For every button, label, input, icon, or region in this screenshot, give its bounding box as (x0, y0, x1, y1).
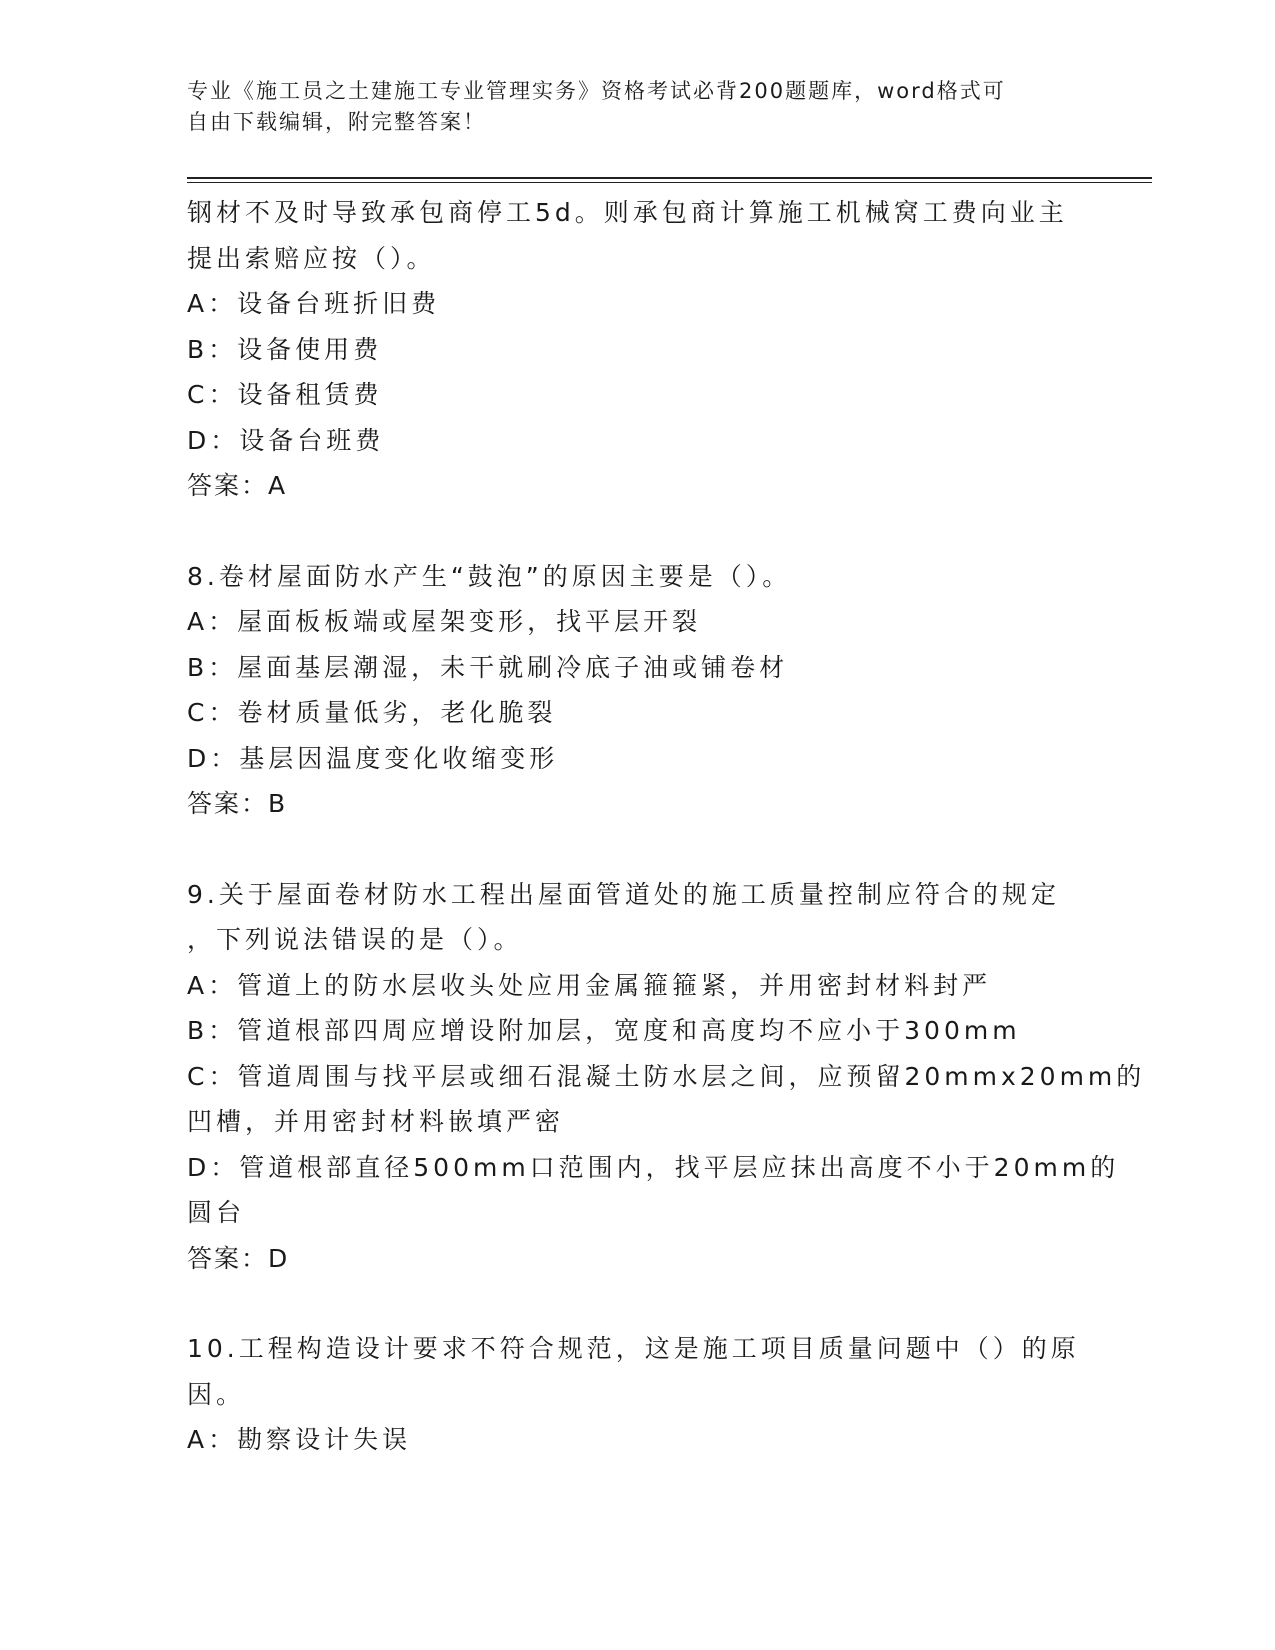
option-c: C：管道周围与找平层或细石混凝土防水层之间，应预留20mmx20mm的 (187, 1061, 1146, 1091)
option-d: 圆台 (187, 1198, 246, 1227)
spacer (187, 509, 1087, 554)
option-a: A：勘察设计失误 (187, 1425, 412, 1454)
option-a: A：屋面板板端或屋架变形，找平层开裂 (187, 607, 702, 636)
answer: 答案：A (187, 471, 288, 500)
page-header (187, 76, 1067, 138)
option-b: B：管道根部四周应增设附加层，宽度和高度均不应小于300mm (187, 1016, 1021, 1045)
question-9 (187, 872, 1146, 1282)
question-stem: 因。 (187, 1379, 246, 1409)
option-c: C：设备租赁费 (187, 380, 383, 409)
question-stem: 8.卷材屋面防水产生“鼓泡”的原因主要是（）。 (187, 561, 792, 591)
answer: 答案：B (187, 789, 288, 818)
question-stem: 钢材不及时导致承包商停工5d。则承包商计算施工机械窝工费向业主 (187, 198, 1068, 227)
question-stem: ，下列说法错误的是（）。 (187, 925, 523, 954)
option-c: 凹槽，并用密封材料嵌填严密 (187, 1107, 565, 1136)
option-b: B：设备使用费 (187, 334, 383, 364)
spacer (187, 827, 1087, 872)
question-7 (187, 190, 1087, 509)
option-b: B：屋面基层潮湿，未干就刷冷底子油或铺卷材 (187, 652, 789, 682)
header-line-1: 专业《施工员之土建施工专业管理实务》资格考试必背200题题库，word格式可 (187, 79, 1006, 103)
question-8 (187, 554, 1087, 827)
header-divider (187, 177, 1152, 183)
header-line-2: 自由下载编辑，附完整答案！ (187, 110, 486, 134)
question-stem: 10.工程构造设计要求不符合规范，这是施工项目质量问题中（）的原 (187, 1334, 1080, 1363)
question-stem: 9.关于屋面卷材防水工程出屋面管道处的施工质量控制应符合的规定 (187, 879, 1060, 909)
question-10 (187, 1326, 1087, 1463)
document-body (187, 190, 1146, 1463)
option-d: D：管道根部直径500mm口范围内，找平层应抹出高度不小于20mm的 (187, 1152, 1120, 1182)
spacer (187, 1281, 1087, 1326)
option-d: D：设备台班费 (187, 425, 385, 455)
option-c: C：卷材质量低劣，老化脆裂 (187, 698, 557, 727)
option-a: A：管道上的防水层收头处应用金属箍箍紧，并用密封材料封严 (187, 970, 992, 1000)
question-stem: 提出索赔应按（）。 (187, 243, 436, 273)
option-d: D：基层因温度变化收缩变形 (187, 743, 559, 773)
answer: 答案：D (187, 1243, 290, 1273)
option-a: A：设备台班折旧费 (187, 289, 441, 318)
